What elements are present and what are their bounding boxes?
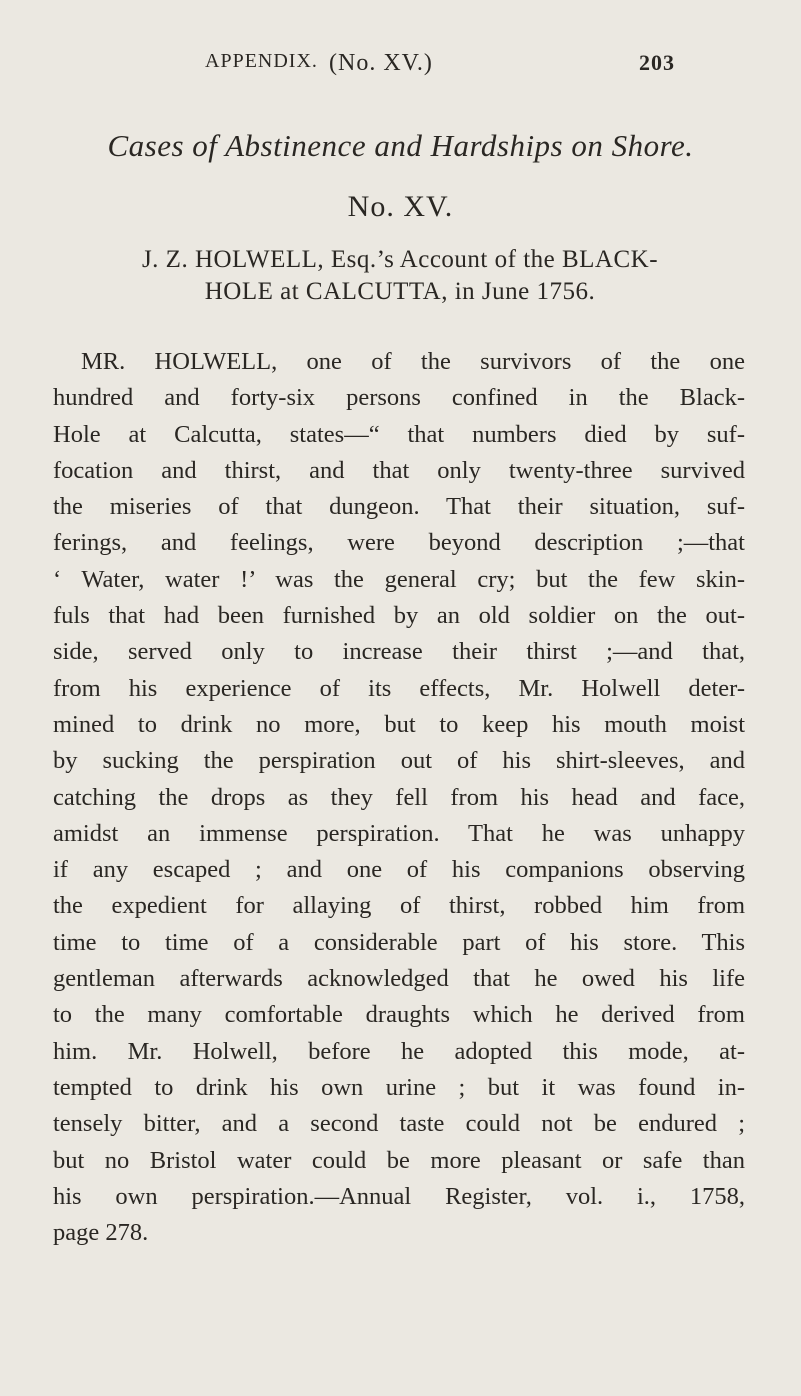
page-number: 203 — [639, 50, 675, 75]
text-line: from his experience of its effects, Mr. Holwell deter- — [53, 674, 745, 702]
text-line: Hole at Calcutta, states—“ that numbers died by suf- — [53, 420, 745, 448]
text-line: mined to drink no more, but to keep his mouth moist — [53, 710, 745, 738]
text-line: ferings, and feelings, were beyond description ;—that — [53, 529, 745, 557]
subtitle-line: J. Z. HOLWELL, Esq.’s Account of the BLACK- — [141, 246, 659, 273]
section-number: (No. XV.) — [329, 50, 433, 76]
text-line: catching the drops as they fell from his head and face, — [53, 783, 745, 811]
text-line: MR. HOLWELL, one of the survivors of the one — [81, 348, 745, 375]
body-paragraph — [53, 344, 745, 1251]
running-title: APPENDIX. — [205, 50, 318, 72]
text-line: focation and thirst, and that only twenty-three survived — [53, 456, 745, 484]
text-line: tempted to drink his own urine ; but it was found in- — [53, 1073, 745, 1101]
page-header — [205, 50, 675, 84]
text-line: gentleman afterwards acknowledged that he owed his life — [53, 965, 745, 993]
text-line: side, served only to increase their thirst ;—and that, — [53, 638, 745, 666]
text-line: time to time of a considerable part of his store. This — [53, 928, 745, 956]
case-number: No. XV. — [347, 190, 454, 223]
text-line: ‘ Water, water !’ was the general cry; but the few skin- — [53, 565, 745, 593]
text-line: the miseries of that dungeon. That their situation, suf- — [53, 493, 745, 521]
chapter-title: Cases of Abstinence and Hardships on Shore. — [107, 128, 694, 163]
text-line: amidst an immense perspiration. That he was unhappy — [53, 819, 745, 847]
text-line: tensely bitter, and a second taste could not be endured ; — [53, 1110, 745, 1138]
text-line: his own perspiration.—Annual Register, vol. i., 1758, — [53, 1182, 745, 1210]
text-line: him. Mr. Holwell, before he adopted this mode, at- — [53, 1037, 745, 1065]
text-line: the expedient for allaying of thirst, robbed him from — [53, 892, 745, 920]
text-line: by sucking the perspiration out of his shirt-sleeves, and — [53, 747, 745, 775]
text-line: page 278. — [53, 1219, 149, 1247]
text-line: to the many comfortable draughts which he derived from — [53, 1001, 745, 1029]
text-line: fuls that had been furnished by an old soldier on the out- — [53, 602, 745, 630]
case-subtitle — [55, 244, 745, 308]
subtitle-line: HOLE at CALCUTTA, in June 1756. — [204, 278, 596, 305]
text-line: if any escaped ; and one of his companions observing — [53, 856, 745, 884]
text-line: but no Bristol water could be more pleasant or safe than — [53, 1146, 745, 1174]
text-line: hundred and forty-six persons confined in the Black- — [53, 384, 745, 412]
